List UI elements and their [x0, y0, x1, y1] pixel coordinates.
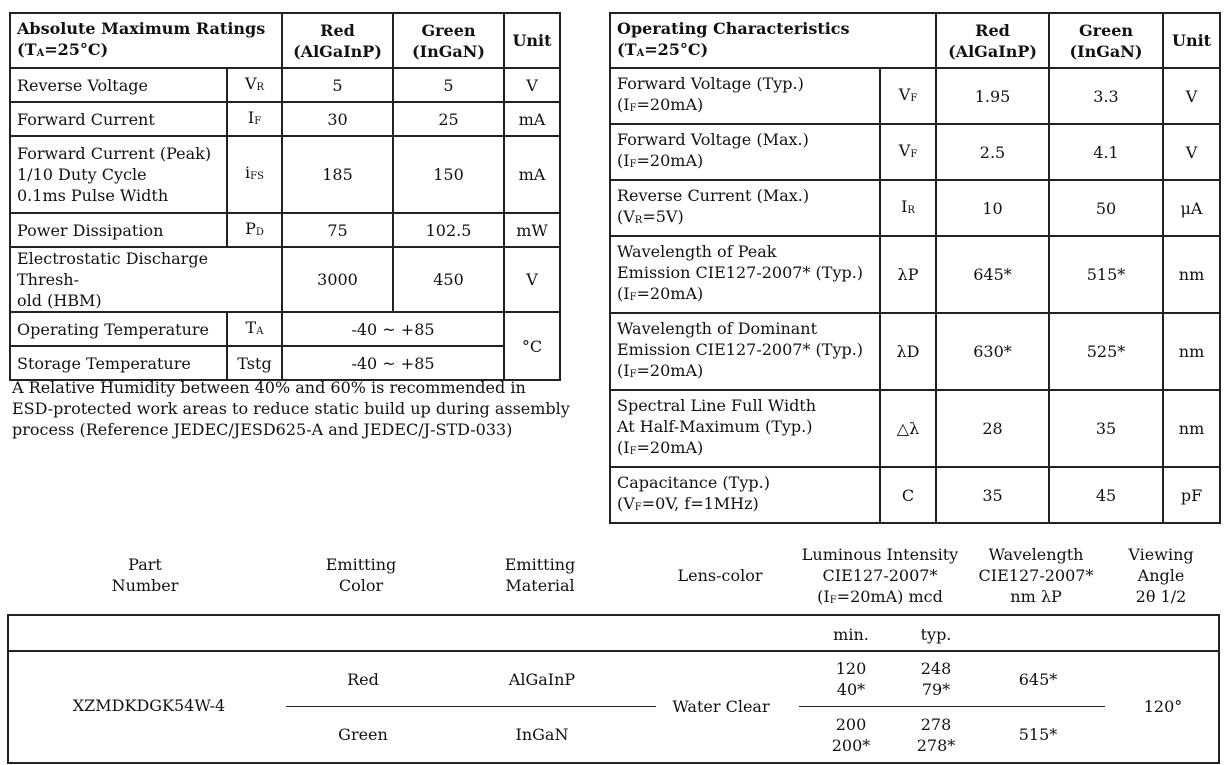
table-row: Spectral Line Full Width At Half-Maximum (Typ.) $(I_F=20mA)$ △λ 28 35 nm [610, 390, 1220, 467]
table-row: Forward Voltage (Typ.) $(I_F=20mA)$ $V_F$ 1.95 3.3 V [610, 68, 1220, 124]
row-divider [286, 706, 656, 707]
header-lens-color: Lens-color [677, 566, 763, 585]
part-number: XZMDKDGK54W-4 [72, 696, 226, 715]
emitting-color: Green [338, 725, 388, 744]
wavelength-value: 515* [1018, 725, 1058, 744]
humidity-note: A Relative Humidity between 40% and 60% is recommended in ESD-protected work areas to reduce static build up during assembly process (Reference JEDEC/JESD625-A and JEDEC/J-STD-033) [12, 378, 570, 439]
luminous-typ: 278 278* [916, 715, 956, 755]
op-char-title: Operating Characteristics [617, 18, 850, 38]
part-table-header [8, 544, 1220, 612]
luminous-min: 200 200* [831, 715, 871, 755]
table-header-row [610, 13, 1220, 68]
col-unit-header: Unit [504, 13, 560, 68]
abs-max-title-cell [10, 13, 282, 68]
table-row: Electrostatic Discharge Thresh- old (HBM) 3000 450 V [10, 247, 560, 312]
emitting-material: AlGaInP [508, 670, 576, 689]
header-emitting-color: Emitting Color [325, 555, 397, 595]
table-row: Forward Voltage (Max.) $(I_F=20mA)$ $V_F$ 2.5 4.1 V [610, 124, 1220, 180]
part-table-body [7, 614, 1220, 764]
col-red-header: Red (AlGaInP) [936, 13, 1049, 68]
operating-characteristics-table [609, 12, 1221, 524]
header-emitting-material: Emitting Material [504, 555, 576, 595]
sub-header-typ: typ. [920, 625, 952, 644]
table-row: Capacitance (Typ.) ($V_F=0V$, f=1MHz) C 35 45 pF [610, 467, 1220, 523]
table-row: Forward Current (Peak) 1/10 Duty Cycle 0.1ms Pulse Width $i_{FS}$ 185 150 mA [10, 136, 560, 213]
col-green-header: Green (InGaN) [1049, 13, 1163, 68]
wavelength-value: 645* [1018, 670, 1058, 689]
divider [9, 650, 1218, 652]
table-row: Wavelength of Dominant Emission CIE127-2007* (Typ.) $(I_F=20mA)$ λD 630* 525* nm [610, 313, 1220, 390]
table-row: Reverse Current (Max.) $(V_R=5V)$ $I_R$ 10 50 μA [610, 180, 1220, 236]
luminous-min: 120 40* [835, 659, 867, 699]
viewing-angle-value: 120° [1143, 697, 1183, 716]
emitting-color: Red [347, 670, 379, 689]
header-wavelength: Wavelength CIE127-2007* nm λP [978, 545, 1094, 606]
table-row: Operating Temperature $T_A$ -40 ~ +85 °C [10, 312, 560, 346]
lens-color-value: Water Clear [672, 697, 770, 716]
sub-header-min: min. [833, 625, 869, 644]
emitting-material: InGaN [515, 725, 569, 744]
absolute-maximum-ratings-table [9, 12, 561, 381]
table-row: Power Dissipation $P_D$ 75 102.5 mW [10, 213, 560, 247]
table-row: Reverse Voltage $V_R$ 5 5 V [10, 68, 560, 102]
abs-max-condition: $(T_A=25^\circ C)$ [17, 39, 109, 59]
header-viewing-angle: Viewing Angle 2θ 1/2 [1128, 545, 1194, 606]
header-luminous-intensity: Luminous Intensity CIE127-2007* $(I_F=20mA)$ mcd [801, 545, 959, 606]
op-char-condition: $(T_A=25^\circ C)$ [617, 39, 709, 59]
abs-max-title: Absolute Maximum Ratings [17, 18, 266, 38]
table-row: Storage Temperature Tstg -40 ~ +85 [10, 346, 560, 380]
col-unit-header: Unit [1163, 13, 1220, 68]
col-red-header: Red (AlGaInP) [282, 13, 393, 68]
header-part-number: Part Number [111, 555, 179, 595]
temperature-unit: °C [504, 312, 560, 380]
op-char-title-cell [610, 13, 936, 68]
row-divider [799, 706, 1105, 707]
col-green-header: Green (InGaN) [393, 13, 504, 68]
table-row: Wavelength of Peak Emission CIE127-2007* (Typ.) $(I_F=20mA)$ λP 645* 515* nm [610, 236, 1220, 313]
table-row: Forward Current $I_F$ 30 25 mA [10, 102, 560, 136]
table-header-row [10, 13, 560, 68]
luminous-typ: 248 79* [920, 659, 952, 699]
